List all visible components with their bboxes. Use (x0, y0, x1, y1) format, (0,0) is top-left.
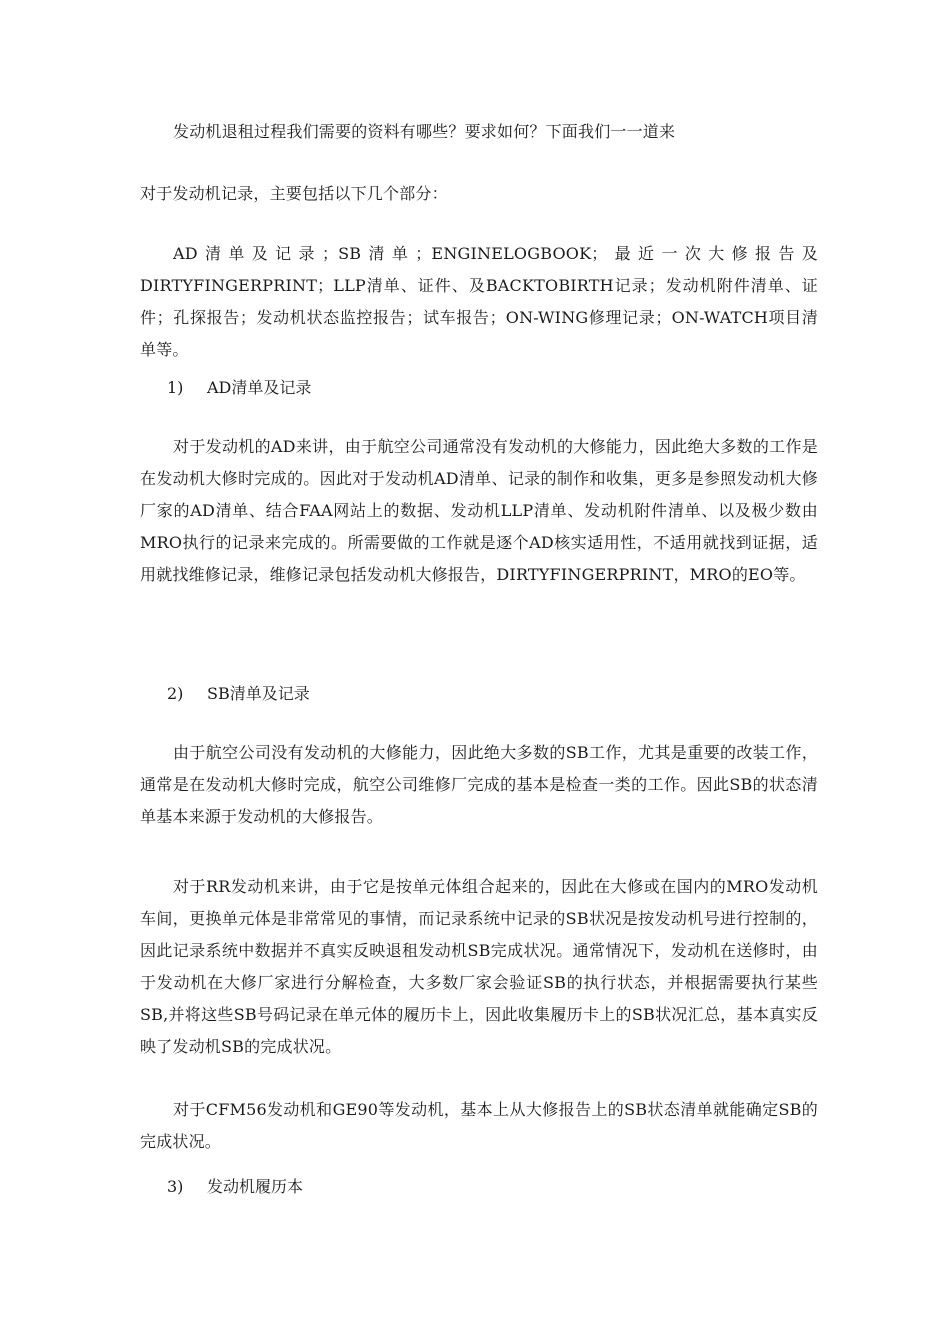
section-title: AD清单及记录 (207, 378, 312, 397)
section-heading-sb (167, 678, 310, 710)
section-number: 1) (167, 378, 184, 397)
body-paragraph: 对于发动机的AD来讲，由于航空公司通常没有发动机的大修能力，因此绝大多数的工作是在发动机大修时完成的。因此对于发动机AD清单、记录的制作和收集，更多是参照发动机大修厂家的AD清单、结合FAA网站上的数据、发动机LLP清单、发动机附件清单、以及极少数由MRO执行的记录来完成的。所需要做的工作就是逐个AD核实适用性，不适用就找到证据，适用就找维修记录，维修记录包括发动机大修报告，DIRTYFINGERPRINT，MRO的EO等。 (140, 437, 818, 584)
records-intro-paragraph: 对于发动机记录，主要包括以下几个部分： (140, 184, 448, 203)
section-number: 3) (167, 1177, 184, 1196)
body-paragraph: 对于RR发动机来讲，由于它是按单元体组合起来的，因此在大修或在国内的MRO发动机车间，更换单元体是非常常见的事情，而记录系统中记录的SB状况是按发动机号进行控制的，因此记录系统中数据并不真实反映退租发动机SB完成状况。通常情况下，发动机在送修时，由于发动机在大修厂家进行分解检查，大多数厂家会验证SB的执行状态，并根据需要执行某些SB,并将这些SB号码记录在单元体的履历卡上，因此收集履历卡上的SB状况汇总，基本真实反映了发动机SB的完成状况。 (140, 877, 818, 1056)
body-paragraph: 由于航空公司没有发动机的大修能力，因此绝大多数的SB工作，尤其是重要的改装工作，通常是在发动机大修时完成，航空公司维修厂完成的基本是检查一类的工作。因此SB的状态清单基本来源于发动机的大修报告。 (140, 743, 818, 826)
section-title: SB清单及记录 (207, 684, 310, 703)
intro-paragraph: 发动机退租过程我们需要的资料有哪些？要求如何？下面我们一一道来 (173, 122, 676, 141)
section-title: 发动机履历本 (207, 1177, 304, 1196)
records-list-paragraph: AD清单及记录；SB清单；ENGINELOGBOOK；最近一次大修报告及DIRTYFINGERPRINT；LLP清单、证件、及BACKTOBIRTH记录；发动机附件清单、证件；孔探报告；发动机状态监控报告；试车报告；ON-WING修理记录；ON-WATCH项目清单等。 (140, 244, 818, 359)
section-heading-ad (167, 372, 311, 404)
body-paragraph: 对于CFM56发动机和GE90等发动机，基本上从大修报告上的SB状态清单就能确定SB的完成状况。 (140, 1100, 818, 1151)
section-number: 2) (167, 684, 184, 703)
section-heading-logbook (167, 1171, 303, 1203)
